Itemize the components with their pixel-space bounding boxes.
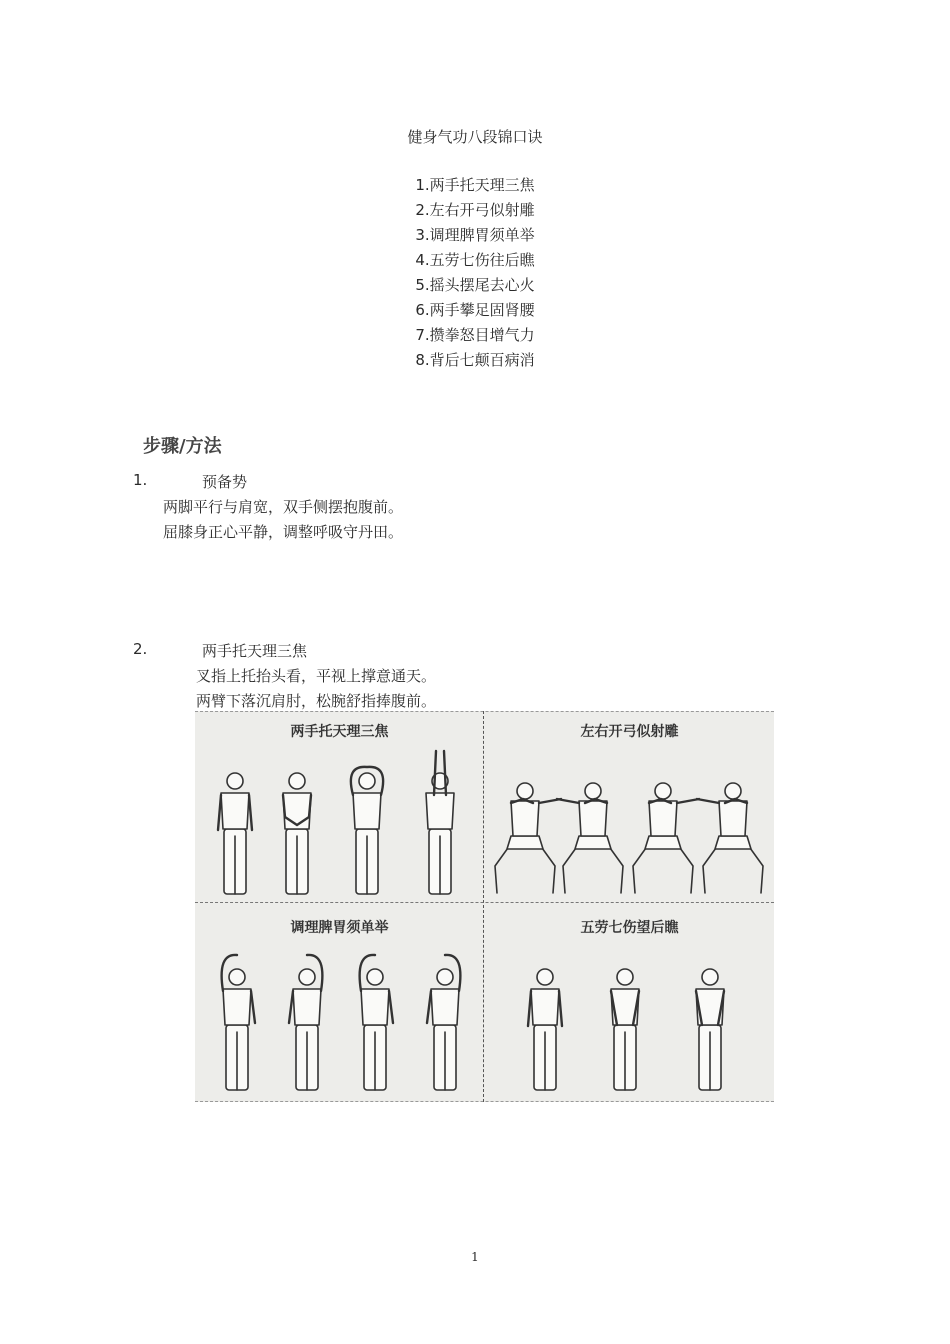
verse-item xyxy=(0,348,950,373)
panel-title: 两手托天理三焦 xyxy=(290,724,389,740)
verse-list xyxy=(0,173,950,373)
step-line: 叉指上托抬头看，平视上撑意通天。 xyxy=(196,667,437,685)
verse-text: 两手托天理三焦 xyxy=(429,176,535,194)
verse-item xyxy=(0,323,950,348)
verse-text: 两手攀足固肾腰 xyxy=(429,301,535,319)
person-figure xyxy=(495,783,561,893)
panel-title: 五劳七伤望后瞧 xyxy=(580,920,679,936)
verse-item xyxy=(0,248,950,273)
verse-number: 4. xyxy=(415,251,430,269)
step-number: 1. xyxy=(133,471,148,489)
verse-number: 3. xyxy=(415,226,430,244)
verse-text: 攒拳怒目增气力 xyxy=(429,326,535,344)
step-line: 屈膝身正心平静，调整呼吸守丹田。 xyxy=(163,523,404,541)
verse-item xyxy=(0,223,950,248)
verse-text: 左右开弓似射雕 xyxy=(429,201,535,219)
verse-text: 背后七颠百病消 xyxy=(429,351,535,369)
page-number: 1 xyxy=(471,1250,479,1264)
verse-item xyxy=(0,298,950,323)
pose-figures xyxy=(485,741,774,906)
verse-item xyxy=(0,173,950,198)
person-figure xyxy=(697,783,763,893)
verse-text: 调理脾胃须单举 xyxy=(429,226,535,244)
verse-number: 8. xyxy=(415,351,430,369)
illustration-panel xyxy=(195,711,484,906)
verse-text: 摇头摆尾去心火 xyxy=(429,276,535,294)
step-number: 2. xyxy=(133,640,148,658)
person-figure xyxy=(696,969,724,1090)
person-figure xyxy=(218,773,252,894)
person-figure xyxy=(289,955,322,1090)
person-figure xyxy=(360,955,393,1090)
verse-number: 6. xyxy=(415,301,430,319)
verse-number: 7. xyxy=(415,326,430,344)
verse-item xyxy=(0,273,950,298)
panel-title: 左右开弓似射雕 xyxy=(580,724,679,740)
illustration-panel xyxy=(485,711,774,906)
person-figure xyxy=(222,955,255,1090)
verse-number: 1. xyxy=(415,176,430,194)
verse-number: 2. xyxy=(415,201,430,219)
person-figure xyxy=(427,955,460,1090)
doc-title: 健身气功八段锦口诀 xyxy=(407,128,543,146)
verse-item xyxy=(0,198,950,223)
person-figure xyxy=(557,783,623,893)
person-figure xyxy=(351,767,383,894)
section-heading: 步骤/方法 xyxy=(143,436,222,457)
step-line: 两臂下落沉肩肘，松腕舒指捧腹前。 xyxy=(196,692,437,710)
verse-text: 五劳七伤往后瞧 xyxy=(429,251,535,269)
pose-figures xyxy=(195,937,484,1102)
person-figure xyxy=(633,783,699,893)
verse-number: 5. xyxy=(415,276,430,294)
person-figure xyxy=(426,751,454,894)
panel-title: 调理脾胃须单举 xyxy=(290,920,389,936)
illustration-panel xyxy=(485,907,774,1102)
pose-figures xyxy=(485,937,774,1102)
step-line: 两脚平行与肩宽，双手侧摆抱腹前。 xyxy=(163,498,404,516)
person-figure xyxy=(283,773,311,894)
person-figure xyxy=(611,969,639,1090)
step-title: 预备势 xyxy=(202,473,248,491)
illustration-panel xyxy=(195,907,484,1102)
exercise-illustration xyxy=(195,711,774,1102)
pose-figures xyxy=(195,741,484,906)
step-title: 两手托天理三焦 xyxy=(202,642,308,660)
person-figure xyxy=(528,969,562,1090)
